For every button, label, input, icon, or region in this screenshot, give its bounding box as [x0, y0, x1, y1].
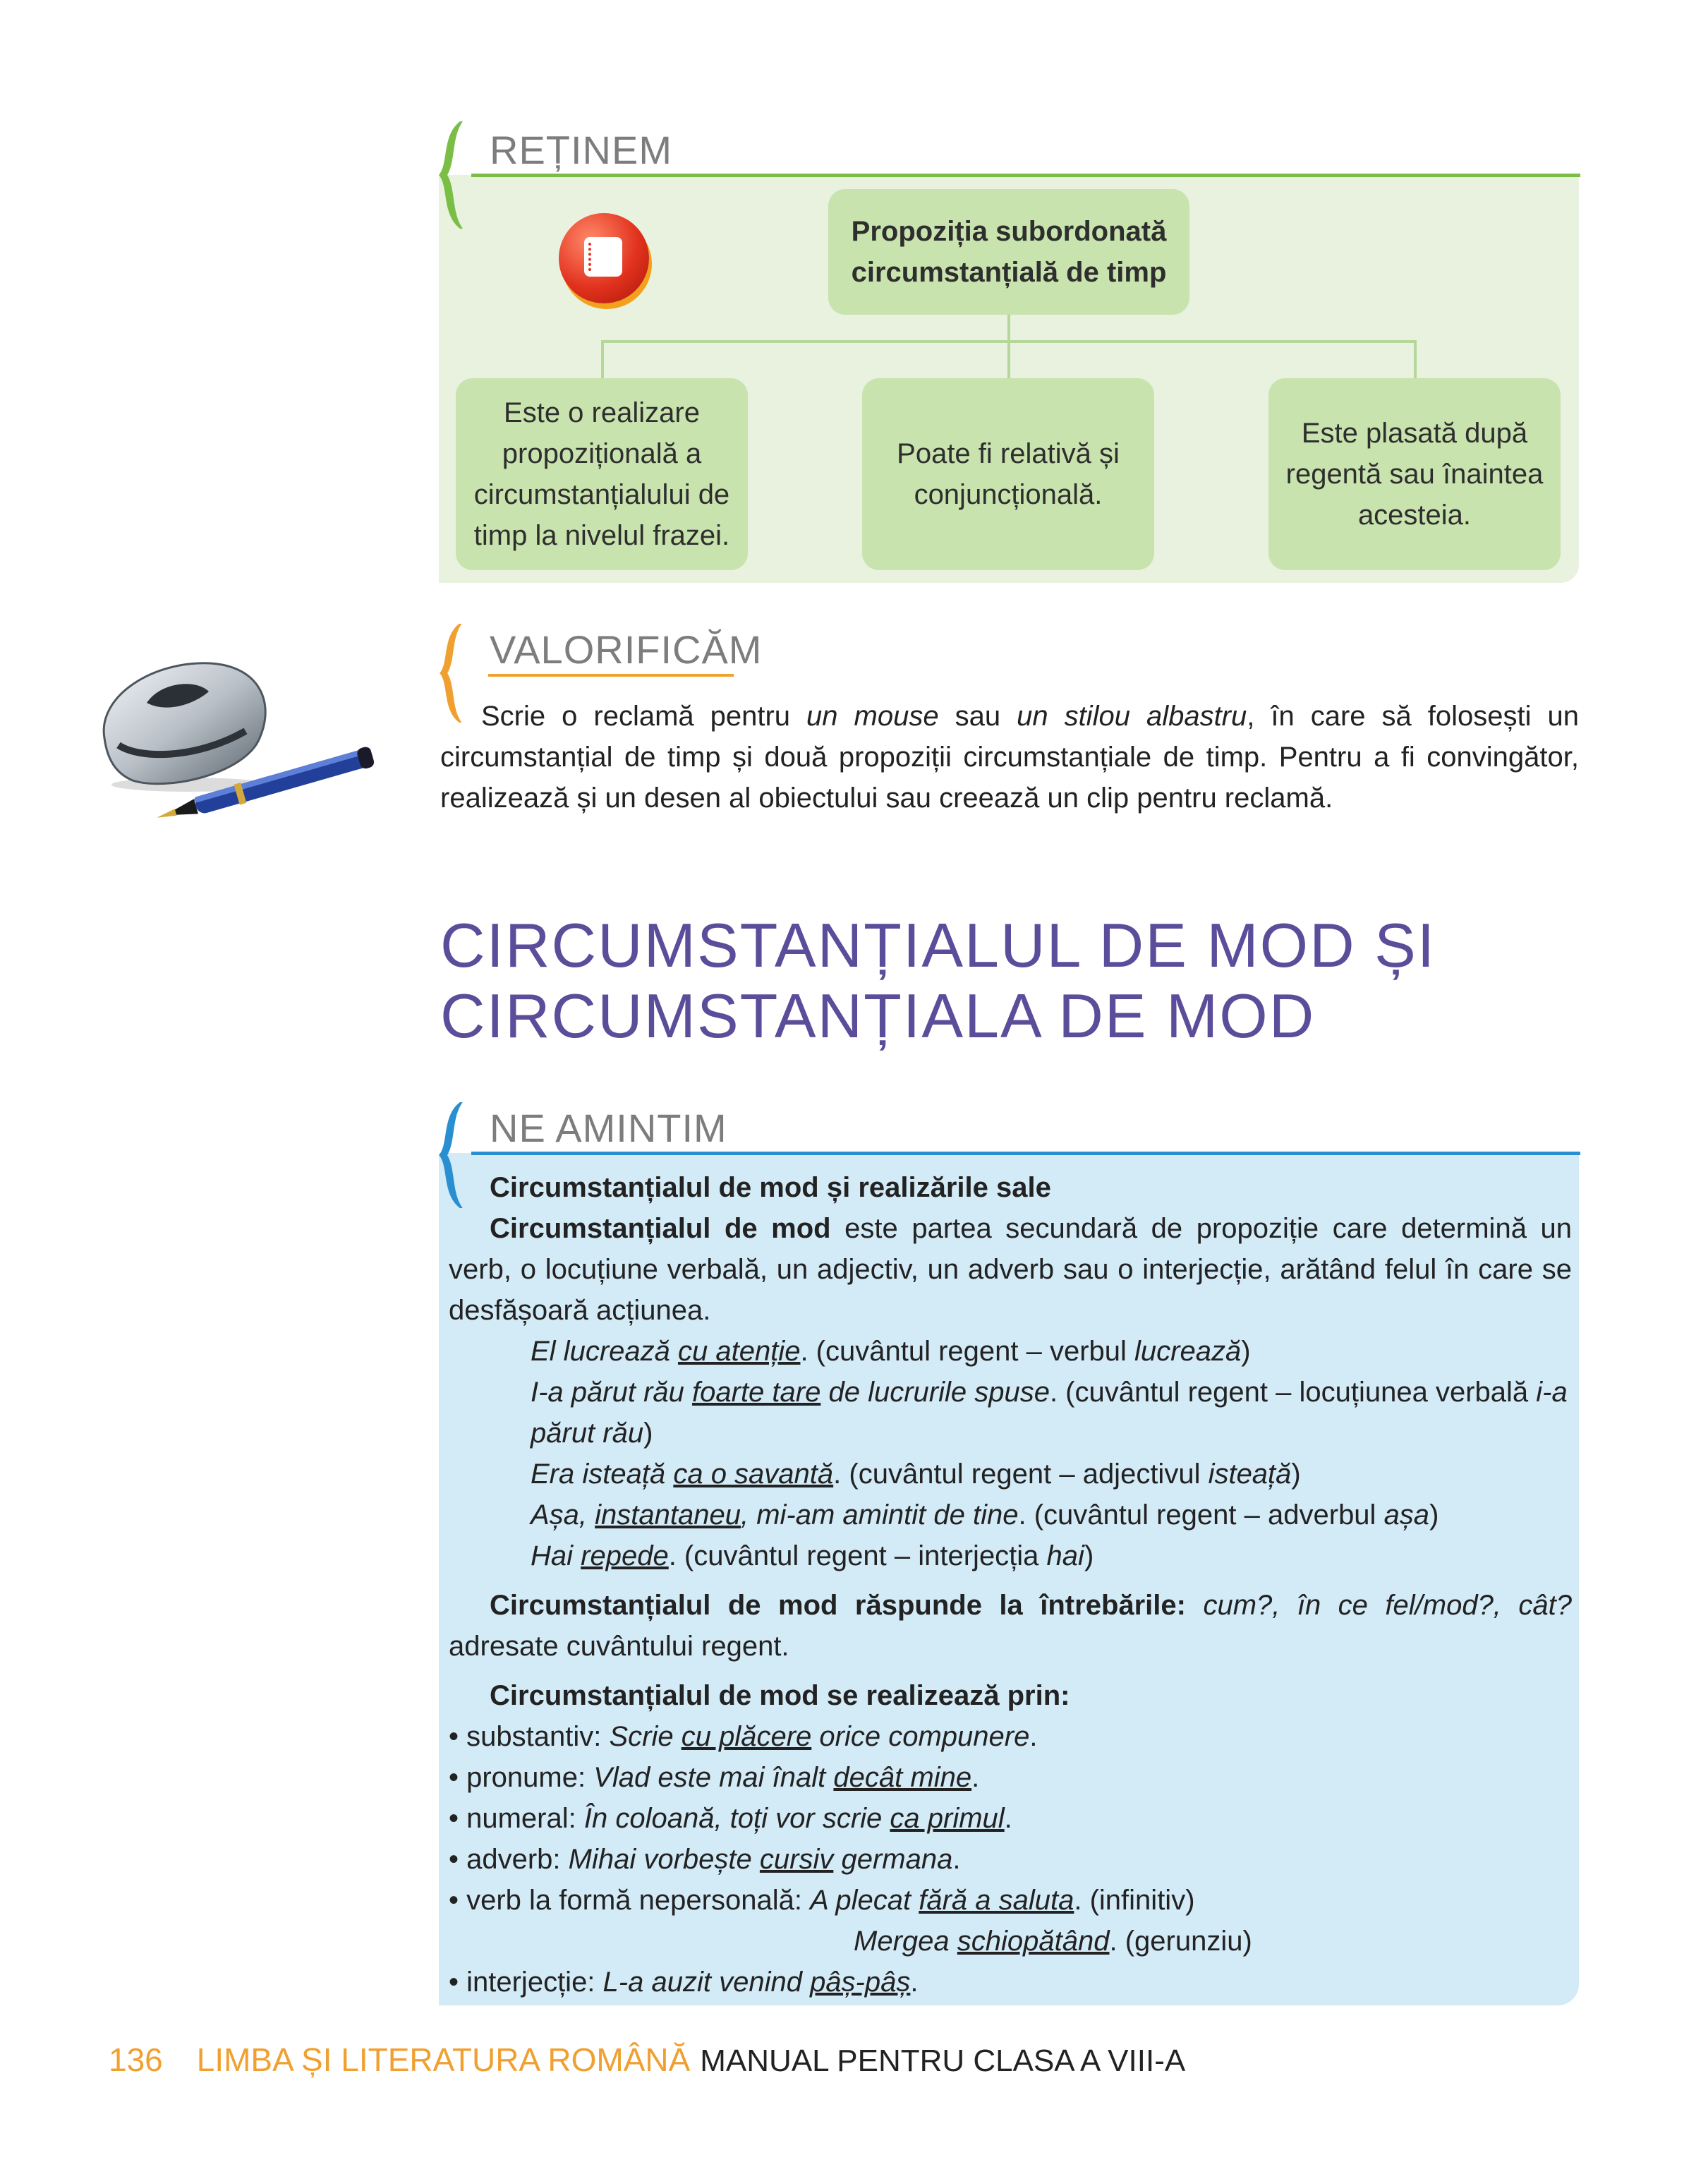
ne-amintim-title: NE AMINTIM [490, 1106, 727, 1150]
list-item: • interjecție: L-a auzit venind pâș-pâș. [449, 1967, 919, 1998]
page-footer [109, 2041, 1185, 2079]
retinem-title: REȚINEM [490, 128, 672, 172]
root-line-2: circumstanțială de timp [851, 257, 1167, 288]
manual-title: MANUAL PENTRU CLASA A VIII-A [700, 2044, 1186, 2078]
heading-line-1: CIRCUMSTANȚIALUL DE MOD ȘI [440, 910, 1436, 980]
example-3: Era isteață ca o savantă. (cuvântul regent – adjectivul isteață) [531, 1459, 1301, 1490]
heading-line-2: CIRCUMSTANȚIALA DE MOD [440, 981, 1316, 1051]
task-text: , în care să folosești un circumstanțial de timp și două propoziții circumstanțiale de timp. Pentru a fi convingător, realizează și un desen al obiectului sau creează un clip pentru reclamă. [440, 701, 1579, 814]
diagram-connector [601, 340, 1417, 343]
diagram-root-node [828, 189, 1189, 315]
pen-icon [151, 747, 398, 824]
node3-line: regentă sau înaintea [1285, 459, 1544, 490]
task-italic: un mouse [806, 701, 939, 732]
node3-line: acesteia. [1357, 500, 1472, 531]
node3-line: Este plasată după [1301, 418, 1528, 449]
definition-text: este partea secundară de propoziție care determină un verb, o locuțiune verbală, un adjectiv, un adverb sau o interjecție, arătând felul în care se desfășoară acțiunea. [449, 1213, 1572, 1326]
node1-line: propozițională a [502, 438, 702, 469]
ne-amintim-content [449, 1167, 1572, 2003]
diagram-connector [1414, 340, 1417, 378]
node1-line: Este o realizare [504, 397, 700, 428]
valorificam-title: VALORIFICĂM [490, 627, 763, 672]
diagram-node-1 [456, 378, 748, 570]
node2-line: Poate fi relativă și [897, 438, 1120, 469]
node2-line: conjuncțională. [914, 479, 1103, 510]
realization-title: Circumstanțialul de mod se realizează prin: [490, 1680, 1070, 1711]
example-2: I-a părut rău foarte tare de lucrurile spuse. (cuvântul regent – locuțiunea verbală i-a părut rău) [531, 1377, 1568, 1449]
list-item: • adverb: Mihai vorbește cursiv germana. [449, 1844, 961, 1875]
example-5: Hai repede. (cuvântul regent – interjecția hai) [531, 1540, 1094, 1571]
list-item: • substantiv: Scrie cu plăcere orice compunere. [449, 1721, 1038, 1752]
list-item: • verb la formă nepersonală: A plecat fără a saluta. (infinitiv) [449, 1885, 1195, 1916]
node1-line: circumstanțialului de [473, 479, 730, 510]
diagram-node-3 [1268, 378, 1561, 570]
list-item: • pronume: Vlad este mai înalt decât mine. [449, 1762, 980, 1793]
example-1: El lucrează cu atenție. (cuvântul regent – verbul lucrează) [531, 1336, 1251, 1367]
list-item: • numeral: În coloană, toți vor scrie ca primul. [449, 1803, 1012, 1834]
task-italic: un stilou albastru [1017, 701, 1247, 732]
diagram-node-2 [862, 378, 1154, 570]
retinem-rule [471, 174, 1580, 177]
valorificam-underline [488, 674, 734, 677]
questions-paragraph: Circumstanțialul de mod răspunde la întrebările: cum?, în ce fel/mod?, cât? adresate cuvântului regent. [449, 1590, 1572, 1662]
list-item-continuation: Mergea schiopătând. (gerunziu) [854, 1926, 1252, 1957]
diagram-connector [1007, 315, 1010, 378]
notebook-icon [559, 213, 649, 303]
task-text: sau [938, 701, 1017, 732]
page-number: 136 [109, 2041, 163, 2078]
diagram-connector [601, 340, 604, 378]
valorificam-task-text [440, 696, 1579, 819]
ne-amintim-rule [471, 1152, 1580, 1155]
node1-line: timp la nivelul frazei. [473, 520, 730, 551]
root-line-1: Propoziția subordonată [851, 216, 1167, 247]
chapter-heading [440, 910, 1436, 1051]
retinem-bracket-icon [436, 121, 463, 229]
example-4: Așa, instantaneu, mi-am amintit de tine. (cuvântul regent – adverbul așa) [531, 1499, 1439, 1531]
task-text: Scrie o reclamă pentru [481, 701, 807, 732]
section-subtitle: Circumstanțialul de mod și realizările sale [490, 1172, 1051, 1203]
definition-term: Circumstanțialul de mod [490, 1213, 831, 1244]
subject-title: LIMBA ȘI LITERATURA ROMÂNĂ [196, 2041, 691, 2078]
